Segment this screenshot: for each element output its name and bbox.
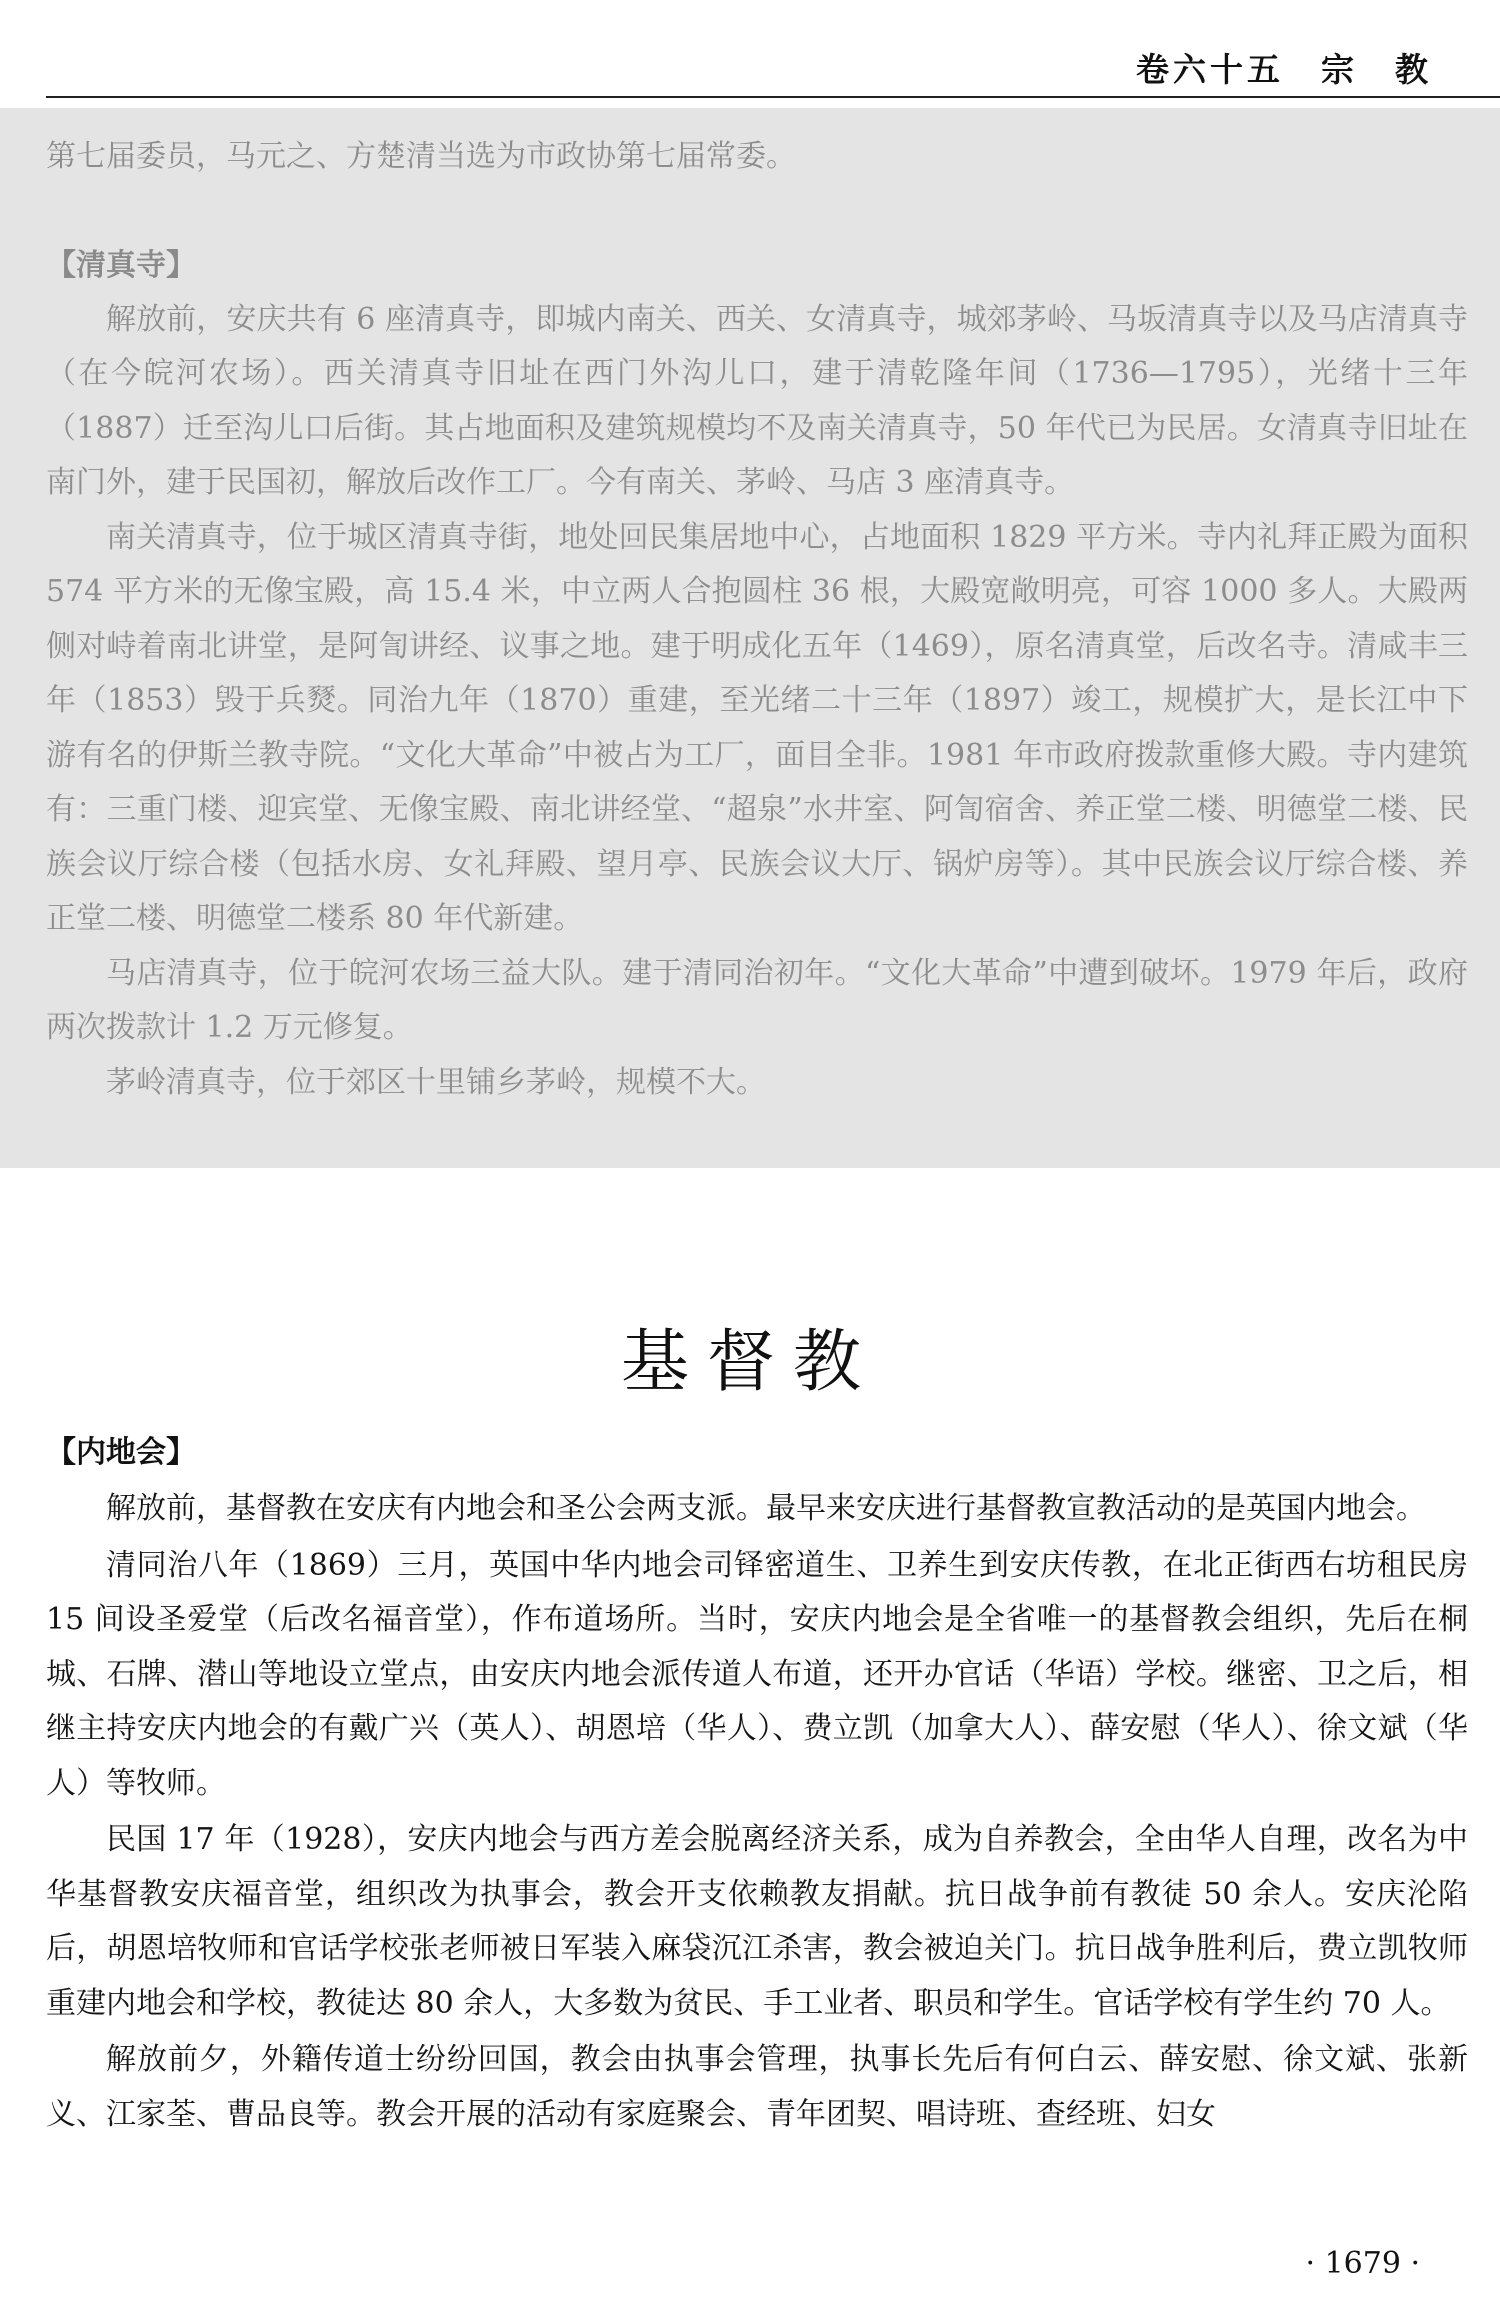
main-section-content	[46, 1426, 1468, 2142]
running-head: 卷六十五 宗 教	[1136, 50, 1432, 89]
shaded-previous-section	[0, 108, 1500, 1168]
continuation-paragraph: 第七届委员，马元之、方楚清当选为市政协第七届常委。	[46, 139, 796, 174]
mosque-paragraph-4: 茅岭清真寺，位于郊区十里铺乡茅岭，规模不大。	[106, 1064, 766, 1100]
mosque-paragraph-2: 南关清真寺，位于城区清真寺街，地处回民集居地中心，占地面积 1829 平方米。寺内礼拜正殿为面积 574 平方米的无像宝殿，高 15.4 米，中立两人合抱圆柱 36 根，大殿宽敞明亮，可容 1000 多人。大殿两侧对峙着南北讲堂，是阿訇讲经、议事之地。建于明成化五年（1469），原名清真堂，后改名寺。清咸丰三年（1853）毁于兵燹。同治九年（1870）重建，至光绪二十三年（1897）竣工，规模扩大，是长江中下游有名的伊斯兰教寺院。“文化大革命”中被占为工厂，面目全非。1981 年市政府拨款重修大殿。寺内建筑有：三重门楼、迎宾堂、无像宝殿、南北讲经堂、“超泉”水井室、阿訇宿舍、养正堂二楼、明德堂二楼、民族会议厅综合楼（包括水房、女礼拜殿、望月亭、民族会议大厅、锅炉房等）。其中民族会议厅综合楼、养正堂二楼、明德堂二楼系 80 年代新建。	[46, 519, 1468, 936]
page-number: · 1679 ·	[1305, 2246, 1420, 2281]
inland-mission-paragraph-3: 民国 17 年（1928），安庆内地会与西方差会脱离经济关系，成为自养教会，全由华人自理，改名为中华基督教安庆福音堂，组织改为执事会，教会开支依赖教友捐献。抗日战争前有教徒 50 余人。安庆沦陷后，胡恩培牧师和官话学校张老师被日军装入麻袋沉江杀害，教会被迫关门。抗日战争胜利后，费立凯牧师重建内地会和学校，教徒达 80 余人，大多数为贫民、手工业者、职员和学生。官话学校有学生约 70 人。	[46, 1822, 1468, 2021]
header-rule	[46, 96, 1500, 98]
inland-mission-paragraph-1: 解放前，基督教在安庆有内地会和圣公会两支派。最早来安庆进行基督教宣教活动的是英国内地会。	[106, 1491, 1426, 1526]
inland-mission-paragraph-4: 解放前夕，外籍传道士纷纷回国，教会由执事会管理，执事长先后有何白云、薛安慰、徐文斌、张新义、江家荃、曹品良等。教会开展的活动有家庭聚会、青年团契、唱诗班、查经班、妇女	[46, 2042, 1468, 2132]
mosque-section-heading: 【清真寺】	[46, 247, 196, 283]
mosque-paragraph-1: 解放前，安庆共有 6 座清真寺，即城内南关、西关、女清真寺，城郊茅岭、马坂清真寺以及马店清真寺（在今皖河农场）。西关清真寺旧址在西门外沟儿口，建于清乾隆年间（1736—1795），光绪十三年（1887）迁至沟儿口后街。其占地面积及建筑规模均不及南关清真寺，50 年代已为民居。女清真寺旧址在南门外，建于民国初，解放后改作工厂。今有南关、茅岭、马店 3 座清真寺。	[46, 301, 1468, 500]
mosque-paragraph-3: 马店清真寺，位于皖河农场三益大队。建于清同治初年。“文化大革命”中遭到破坏。1979 年后，政府两次拨款计 1.2 万元修复。	[46, 955, 1468, 1045]
shaded-section-content	[46, 130, 1468, 1110]
inland-mission-heading: 【内地会】	[46, 1435, 196, 1470]
chapter-title: 基督教	[620, 1322, 879, 1402]
inland-mission-paragraph-2: 清同治八年（1869）三月，英国中华内地会司铎密道生、卫养生到安庆传教，在北正街西右坊租民房 15 间设圣爱堂（后改名福音堂），作布道场所。当时，安庆内地会是全省唯一的基督教会组织，先后在桐城、石牌、潜山等地设立堂点，由安庆内地会派传道人布道，还开办官话（华语）学校。继密、卫之后，相继主持安庆内地会的有戴广兴（英人）、胡恩培（华人）、费立凯（加拿大人）、薛安慰（华人）、徐文斌（华人）等牧师。	[46, 1547, 1468, 1801]
